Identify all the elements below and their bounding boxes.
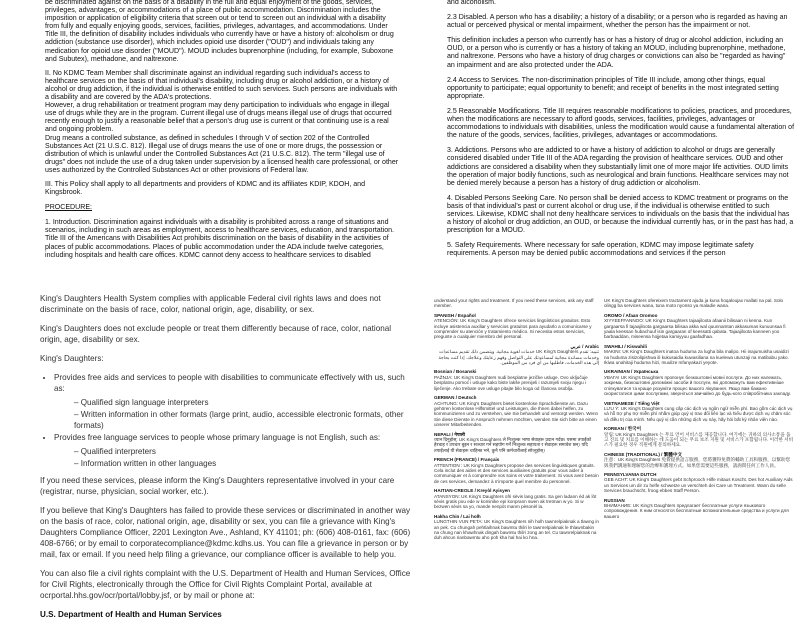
language-text: understand your rights and treatment. If you need these services, ask any staff member. xyxy=(434,298,594,309)
language-name: UKRAINIAN / Українська xyxy=(604,369,659,375)
language-name: HAITIAN-CREOLE / Kreyòl Ayisyen xyxy=(434,488,510,494)
language-entry xyxy=(434,298,599,309)
language-name: RUSSIAN xyxy=(604,497,625,503)
language-entry xyxy=(434,488,599,510)
language-entry xyxy=(604,369,794,396)
language-name: FRENCH (FRANCE) / Français xyxy=(434,457,500,463)
notice-label: King's Daughters: xyxy=(40,354,104,363)
services-list xyxy=(40,372,415,469)
language-name: Arabic / عربي xyxy=(570,343,599,349)
policy-paragraph: III. This Policy shall apply to all departments and providers of KDMC and its affiliates KDIP, KDOH, and Kingsbrook. xyxy=(45,180,365,197)
service-item: • Provides free language services to people whose primary language is not English, such as: xyxy=(54,432,415,443)
language-name: Hakha Chin / Lai holh xyxy=(434,513,481,519)
policy-paragraph: This definition includes a person who currently has or has a history of drug or alcohol addiction, including an OUD, or a person who is currently or has a history of taking an MOUD, including buprenorphine, methadone, and naltrexone. Persons who have a history of drug charges or convictions can also be "regarded as having" an impairment and are also protected under the ADA. xyxy=(447,37,786,69)
language-assistance-column-1 xyxy=(434,298,599,600)
language-entry xyxy=(434,457,599,484)
language-assistance-column-2 xyxy=(604,298,794,600)
language-text: 注意：UK King's Daughters 免費提供語言服務，您將獲得免費的輔助工具和服務，以幫助您與我們溝通和理解您的治療和護理方式。如果您需要這些服務，請詢問任何工作人員。 xyxy=(604,457,791,468)
language-name: SWAHILI / Kiswahili xyxy=(604,343,647,349)
language-entry xyxy=(434,344,599,366)
policy-paragraph: 3. Addictions. Persons who are addicted to or have a history of addiction to alcohol or drugs are generally considered disabled under Title III of the ADA regarding the provision of healthcare services. OUD and other addictions are considered a disability when they substantially limit one of more major life activities. OUD limits the operation of major bodily functions, such as neurological and brain functions. Healthcare services may not be denied merely because a person has a history of drug addiction or alcoholism. xyxy=(447,147,789,187)
service-subitem: – Written information in other formats (large print, audio, accessible electronic formats, other formats) xyxy=(74,410,404,430)
policy-paragraph: 2.4 Access to Services. The non-discrimination principles of Title III include, among other things, equal opportunity to participate; equal opportunity to benefit; and receipt of benefits in the most integrated setting appropriate. xyxy=(447,76,779,100)
nondiscrimination-notice xyxy=(40,293,415,619)
notice-grievance: If you believe that King's Daughters has failed to provide these services or discriminated in another way on the basis of race, color, national origin, age, disability or sex, you can file a grievance with King's Daughters Compliance Officer, 2201 Lexington Ave., Ashland, KY 41101; ph: (606) 408-0161, fax: (606) 408-6766; or by email to corporatecompliance@kdmc.kdhs.us. You can file a grievance in person or by mail, fax or email. If you need help filing a grievance, our compliance officer is available to help you. xyxy=(40,506,411,559)
language-text: 알림: UK King's Daughters 는 무료 언어 서비스를 제공합니다. 여기에는 귀하의 의사소통을 돕고 진료 및 치료를 이해하는 데 도움이 되는 무료 보조 지원 및 서비스가 포함됩니다. 이러한 서비스가 필요한 경우 직원에게 문의하세요. xyxy=(604,431,794,448)
language-entry xyxy=(434,514,599,541)
language-text: ATANSYON: UK King's Daughters ofri sèvis lang gratis. Sa gen ladann èd ak lòt sèvis gratis pou ede w kominike epi konprann swen ak tretman w yo. Si w bezwen sèvis sa yo, mande nenpòt manm pèsonèl la. xyxy=(434,493,597,510)
notice-intro: King's Daughters Health System complies with applicable Federal civil rights laws and does not discriminate on the basis of race, color, national origin, age, disability, or sex. xyxy=(40,294,381,314)
hhs-heading: U.S. Department of Health and Human Services xyxy=(40,610,222,619)
policy-paragraph: 2.3 Disabled. A person who has a disability; a history of a disability; or a person who is regarded as having an actual or perceived physical or mental impairment, whether the person has the impairment or not. xyxy=(447,14,788,30)
language-text: ACHTUNG: UK King's Daughters bietet kostenlose Sprachdienste an. Dazu gehören kostenlose Hilfsmittel und Leistungen, die Ihnen dabei helfen, zu kommunizieren und zu verstehen, wie Sie behandelt und versorgt werden. Wenn Sie diese Dienste in Anspruch nehmen möchten, wenden Sie sich bitte an einen unserer Mitarbeitenden. xyxy=(434,400,599,428)
language-text: LUNGTHIN VUN PETA: UK King's Daughters nih holh tawnrelpiaknak a tlawng in an pek. Cu chungah pehtlaihnak bawmtu thilri le tawnrelpiaknak le thlawnbakin na chung nan khawhnak dingah bawmtu thilri zong an tel. Cu tawnrelpiaknak na duh ahcun rianbawmtu aho poh kha hal hai ko hna. xyxy=(434,519,599,541)
language-text: XIYYEEFFANNOO: UK King's Daughters tajaajiloota afaanii bilisaan ni kenna. Kun gargaarsa fi tajaajiloota gargaarsa bilisaa akka wal quunnamtan akkasumas kunuunsaa fi yaala keessan hubachuuf isin gargaaran of keessatti qabata. Tajaajiloota kanneen yoo barbaaddan, miseensa hojjetaa kamiyyuu gaafadhaa. xyxy=(604,318,786,340)
language-text: ध्यान दिनुहोस्: UK King's Daughters ले निःशुल्क भाषा सेवाहरू प्रदान गर्दछ। यसमा तपाईंको हेरचाह र उपचार बुझ्न र सञ्चार गर्न सहयोग गर्ने निःशुल्क सहायता र सेवाहरू समावेश छन्। यदि तपाईंलाई यी सेवाहरू चाहिन्छ भने, कुनै पनि कर्मचारीलाई सोध्नुहोस्। xyxy=(434,436,592,453)
language-entry xyxy=(604,498,794,520)
language-name: CHINESE (TRADITIONAL) / 繁體中文 xyxy=(604,451,683,457)
language-text: GEB ACHT: UK King's Daughters gebt Schprooch Hilfe mitaus Koscht. Des hot Auxiliary Aids un Services um dir zu helfe schwetze un verschteh dei Care un Treatment. Wann du selle Services brauchscht, froog ebbes Staff Person. xyxy=(604,477,793,494)
language-name: VIETNAMESE / Tiếng Việt xyxy=(604,400,660,406)
language-text: УВАГА! UK King's Daughters пропонує безкоштовні мовні послуги. До них належать, зокрема, безкоштовні допоміжні засоби й послуги, які допоможуть вам ефективніше спілкуватися та краще розуміти процес вашого лікування. Якщо вам бажано скористатися цими послугами, зверніться звичайно до будь-кого співробітника закладу. xyxy=(604,374,791,397)
language-entry xyxy=(604,344,794,366)
language-text: تنبيه: تقدم UK King's Daughters خدمات لغوية مجانية. ويتضمن ذلك تقديم مساعدات وخدمات مساندة مجانية لمساعدتك على التواصل وفهم رعايتك وعلاجك. إذا كنت بحاجة إلى هذه الخدمات، فاطلبها من أي فرد من الموظفين. xyxy=(438,349,599,366)
policy-page-right-column xyxy=(447,0,795,298)
policy-paragraph: 4. Disabled Persons Seeking Care. No person shall be denied access to KDMC treatment or programs on the basis of that individual's past or current alcohol or drug use, if the individual is otherwise entitled to such services. Likewise, KDMC shall not deny healthcare services to individuals on the basis that the individual has a history of alcohol or drug addiction, an OUD, or because the individual currently has, or in the past has had, a prescription for a MOUD. xyxy=(447,194,794,235)
policy-page-left-column xyxy=(45,0,400,298)
language-entry xyxy=(604,452,794,468)
language-entry xyxy=(434,432,599,454)
policy-paragraph: 5. Safety Requirements. Where necessary for safe operation, KDMC may impose legitimate safety requirements. A person may be denied public accommodations and services if the person xyxy=(447,242,754,258)
language-text: ВНИМАНИЕ: UK King's Daughters предлагает бесплатные услуги языкового сопровождения. К ним относятся бесплатные вспомогательные средства и услуги для вашего xyxy=(604,503,789,519)
language-text: LƯU Ý: UK King's Daughters cung cấp các dịch vụ ngôn ngữ miễn phí. Bao gồm các dịch vụ và hỗ trợ phụ trợ miễn phí nhằm giúp quý vị trao đổi liên lạc và hiểu được dịch vụ chăm sóc và điều trị của mình. Nếu quý vị cần những dịch vụ này, hãy hỏi bất kỳ nhân viên nào. xyxy=(604,405,793,422)
policy-paragraph: II. No KDMC Team Member shall discriminate against an individual regarding such individual's access to healthcare services on the basis of that individual's disability, including drug or alcohol addiction, or a history of alcohol or drug addiction, if the individual is otherwise entitled to such services. Such persons are individuals with a disability and are covered by the ADA's protections. However, a drug rehabilitation or treatment program may deny participation to individuals who engage in illegal use of drugs while they are in the program. Current illegal use of drugs means illegal use of drugs that occurred recently enough to justify a reasonable belief that a person's drug use is current or that continuing use is a real and ongoing problem. Drug means a controlled substance, as defined in schedules I through V of section 202 of the Controlled Substances Act (21 U.S.C. 812). Illegal use of drugs means the use of one or more drugs, the possession or distribution of which is unlawful under the Controlled Substances Act (21 U.S.C. 812). The term "illegal use of drugs" does not include the use of a drug taken under supervision by a licensed health care professional, or other uses authorized by the Controlled Substances Act or other provisions of Federal law. xyxy=(45,69,399,174)
language-name: GERMAN / Deutsch xyxy=(434,395,477,401)
service-subitem: – Qualified sign language interpreters xyxy=(74,398,209,407)
policy-paragraph: be discriminated against on the basis of a disability in the full and equal enjoyment of the goods, services, privileges, advantages, or accommodations of a place of public accommodation. Discrimination includes the imposition or application of eligibility criteria that screen out or tend to screen out an individual with a disability from fully and equally enjoying goods, services, facilities, privileges, advantages, and accommodations. Under Title III, the definition of disability includes individuals who currently have or have a history of: alcoholism or drug addiction (substance use disorder), which includes opioid use disorder ("OUD") and individuals taking any medication for opioid use disorder ("MOUD"). MOUD includes buprenorphine (including, for example, Suboxone and Subutex), methadone, and naltrexone. xyxy=(45,0,394,63)
language-text: UK King's Daughters ofereixem tractament ajuda ja kuna hoqaloujax mallati na pal. Solo olingg ba services wana, tuna moto nyonso ya maladie wana. xyxy=(604,298,784,309)
service-subitem: – Information written in other languages xyxy=(74,459,217,468)
service-subitem: – Qualified interpreters xyxy=(74,447,156,456)
procedure-heading: PROCEDURE: xyxy=(45,204,92,212)
language-entry xyxy=(604,426,794,448)
language-name: SPANISH / Español xyxy=(434,312,476,318)
policy-paragraph: 2.5 Reasonable Modifications. Title III requires reasonable modifications to policies, practices, and procedures, when the modifications are necessary to afford goods, services, facilities, privileges, advantages or accommodations to individuals with disabilities, unless the modification would cause a fundamental alteration of the nature of the goods, services, facilities, privileges, advantages or accommodations. xyxy=(447,107,795,140)
language-entry xyxy=(434,313,599,340)
procedure-paragraph: 1. Introduction. Discrimination against individuals with a disability is prohibited across a range of situations and scenarios, including in such areas as employment, access to healthcare services, education, and transportation. Title III of the Americans with Disabilities Act prohibits discrimination on the basis of disability in the activities of places of public accommodations. Places of public accommodation under the ADA include twelve categories, including hospitals and health care offices. KDMC cannot deny access to healthcare services to disabled xyxy=(45,219,395,259)
language-entry xyxy=(604,313,794,340)
language-text: ATTENTION : UK King's Daughters propose des services linguistiques gratuits. Cela inclut des aides et des services auxiliaires gratuits pour vous aider à communiquer et à comprendre vos soins et votre traitement. Si vous avez besoin de ces services, demandez à n'importe quel membre du personnel. xyxy=(434,462,599,484)
language-entry xyxy=(434,369,599,391)
language-text: MAKINI: UK King's Daughters inatoa huduma za lugha bila malipo. Hii inajumuisha usaidizi na huduma zisizolipishwa ili kukusaidia kuwasiliana na kuelewa utunzaji na matibabu yako. Ikiwa unahitaji huduma hizi, muulize mfanyakazi yeyote. xyxy=(604,349,789,366)
notice-hhs: You can also file a civil rights complaint with the U.S. Department of Health and Human Services, Office for Civil Rights, electronically through the Office for Civil Rights Complaint Portal, available at ocrportal.hhs.gov/ocr/portal/lobby.jsf, or by mail or phone at: xyxy=(40,569,411,600)
language-name: NEPALI / नेपाली xyxy=(434,431,465,437)
language-text: ATENCIÓN: UK King's Daughters ofrece servicios lingüísticos gratuitos. Esto incluye asistencia auxiliar y servicios gratuitos para ayudarlo a comunicarse y comprender su atención y tratamiento médico. Si necesita estos servicios, pregunte a cualquier miembro del personal. xyxy=(434,318,592,340)
language-name: Bosnian / Bosanski xyxy=(434,369,477,375)
language-entry xyxy=(604,401,794,423)
language-text: PAŽNJA: UK King's Daughters nudi besplatne jezičke usluge. Ovo uključuje besplatnu pomoć i usluge kako biste lakše prenijeli i razumjeli svoju njegu i liječenje. Ako trebate ove usluge pitajte bilo koga od članova osoblja. xyxy=(434,374,588,391)
language-entry xyxy=(604,298,794,309)
language-entry xyxy=(434,395,599,427)
service-item: • Provides free aids and services to people with disabilities to communicate effectively with us, such as: xyxy=(54,372,415,394)
notice-need-services: If you need these services, please inform the King's Daughters representative involved in your care (registrar, nurse, physician, social worker, etc.). xyxy=(40,476,395,496)
language-name: PENNSYLVANIA DUTCH xyxy=(604,471,657,477)
notice-exclude: King's Daughters does not exclude people or treat them differently because of race, color, national origin, age, disability or sex. xyxy=(40,324,391,344)
language-entry xyxy=(604,472,794,494)
policy-paragraph: and alcoholism. xyxy=(447,0,496,6)
language-name: OROMO / Afaan Oromoo xyxy=(604,312,658,318)
language-name: KOREAN / 한국어 xyxy=(604,426,642,432)
